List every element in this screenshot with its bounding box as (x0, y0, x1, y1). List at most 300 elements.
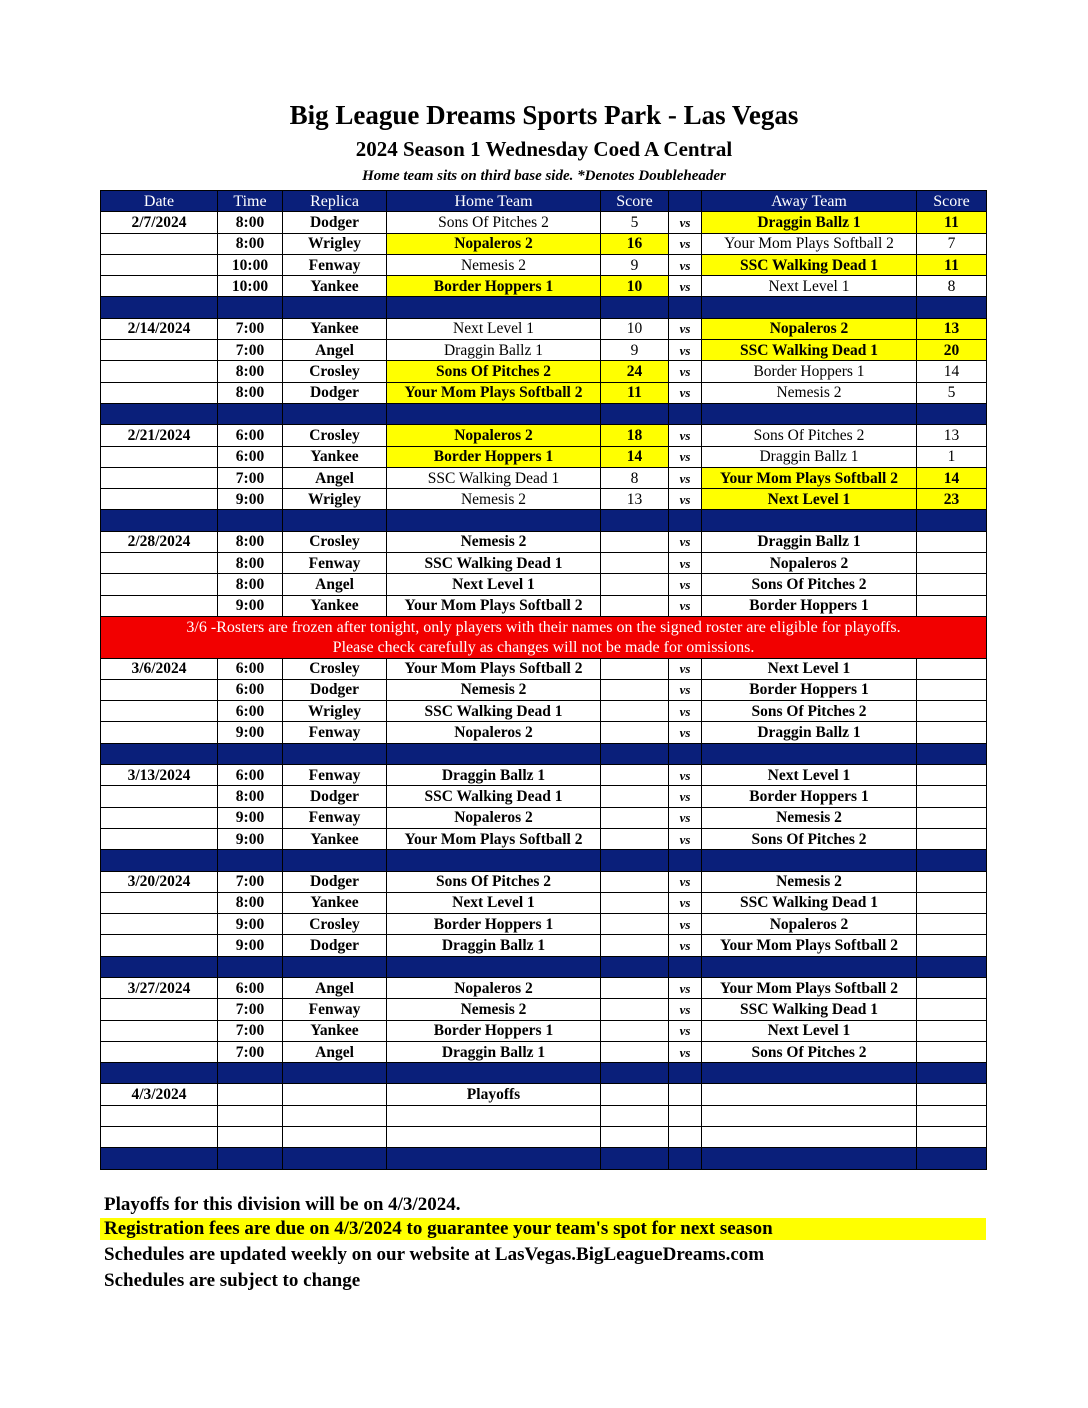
home-team: Nopaleros 2 (387, 722, 601, 743)
game-date (101, 914, 218, 935)
vs-label: vs (669, 871, 702, 892)
separator-cell (218, 297, 283, 318)
game-row (101, 765, 987, 786)
home-team: SSC Walking Dead 1 (387, 701, 601, 722)
away-score (917, 531, 987, 552)
separator-cell (101, 403, 218, 424)
vs-label: vs (669, 765, 702, 786)
game-time: 8:00 (218, 382, 283, 403)
empty-cell (283, 1127, 387, 1148)
footer-website: Schedules are updated weekly on our website at LasVegas.BigLeagueDreams.com (104, 1244, 765, 1265)
vs-label: vs (669, 254, 702, 275)
game-date (101, 999, 218, 1020)
game-date (101, 722, 218, 743)
away-team: Draggin Ballz 1 (702, 722, 917, 743)
separator-cell (917, 297, 987, 318)
game-time: 9:00 (218, 807, 283, 828)
empty-cell (283, 1084, 387, 1105)
roster-notice (101, 637, 987, 658)
separator-cell (283, 850, 387, 871)
game-field: Wrigley (283, 233, 387, 254)
separator-cell (601, 850, 669, 871)
game-row (101, 595, 987, 616)
col-time: Time (218, 191, 283, 212)
separator-cell (101, 297, 218, 318)
game-time: 10:00 (218, 276, 283, 297)
separator-cell (387, 403, 601, 424)
game-row (101, 382, 987, 403)
game-row (101, 212, 987, 233)
game-time: 8:00 (218, 212, 283, 233)
game-row (101, 574, 987, 595)
empty-cell (601, 1105, 669, 1126)
away-team: Your Mom Plays Softball 2 (702, 935, 917, 956)
home-score (601, 1041, 669, 1062)
away-score (917, 595, 987, 616)
home-score (601, 977, 669, 998)
vs-label: vs (669, 531, 702, 552)
away-score (917, 828, 987, 849)
game-time: 8:00 (218, 553, 283, 574)
away-score (917, 999, 987, 1020)
separator-cell (917, 510, 987, 531)
home-team: Your Mom Plays Softball 2 (387, 382, 601, 403)
home-score (601, 595, 669, 616)
away-team: Border Hoppers 1 (702, 595, 917, 616)
home-team: Your Mom Plays Softball 2 (387, 658, 601, 679)
game-field: Dodger (283, 935, 387, 956)
home-score (601, 553, 669, 574)
game-row (101, 489, 987, 510)
home-score: 9 (601, 340, 669, 361)
away-score (917, 977, 987, 998)
game-date (101, 828, 218, 849)
game-field: Yankee (283, 446, 387, 467)
vs-label: vs (669, 807, 702, 828)
vs-label: vs (669, 1020, 702, 1041)
home-team: Sons Of Pitches 2 (387, 871, 601, 892)
separator-cell (669, 956, 702, 977)
game-date: 2/14/2024 (101, 318, 218, 339)
separator-cell (601, 1063, 669, 1084)
empty-cell (218, 1084, 283, 1105)
playoffs-date: 4/3/2024 (101, 1084, 218, 1105)
footer-disclaimer: Schedules are subject to change (104, 1270, 361, 1291)
game-time: 6:00 (218, 425, 283, 446)
away-score: 14 (917, 467, 987, 488)
game-date (101, 892, 218, 913)
away-score (917, 871, 987, 892)
playoffs-label: Playoffs (387, 1084, 601, 1105)
vs-label: vs (669, 340, 702, 361)
away-score (917, 722, 987, 743)
separator-cell (669, 510, 702, 531)
away-score: 5 (917, 382, 987, 403)
home-score: 9 (601, 254, 669, 275)
home-score: 8 (601, 467, 669, 488)
home-score (601, 871, 669, 892)
home-score (601, 807, 669, 828)
table-header-row (101, 191, 987, 212)
page-subtitle: 2024 Season 1 Wednesday Coed A Central (355, 137, 733, 161)
home-score: 18 (601, 425, 669, 446)
empty-cell (669, 1105, 702, 1126)
away-team: Nopaleros 2 (702, 553, 917, 574)
home-score (601, 828, 669, 849)
game-time: 9:00 (218, 595, 283, 616)
home-team: Nopaleros 2 (387, 425, 601, 446)
game-field: Angel (283, 467, 387, 488)
separator-cell (101, 743, 218, 764)
separator-cell (218, 1148, 283, 1169)
away-team: Border Hoppers 1 (702, 361, 917, 382)
away-team: Draggin Ballz 1 (702, 212, 917, 233)
game-time: 6:00 (218, 658, 283, 679)
away-score (917, 679, 987, 700)
home-score (601, 786, 669, 807)
away-score (917, 935, 987, 956)
game-row (101, 722, 987, 743)
game-row (101, 786, 987, 807)
game-date (101, 935, 218, 956)
game-time: 6:00 (218, 446, 283, 467)
empty-cell (218, 1105, 283, 1126)
vs-label: vs (669, 658, 702, 679)
separator-cell (387, 956, 601, 977)
separator-cell (218, 510, 283, 531)
empty-cell (101, 1105, 218, 1126)
home-team: Next Level 1 (387, 318, 601, 339)
home-team: Next Level 1 (387, 892, 601, 913)
empty-cell (669, 1084, 702, 1105)
game-time: 10:00 (218, 254, 283, 275)
separator-cell (218, 743, 283, 764)
game-time: 8:00 (218, 233, 283, 254)
game-time: 8:00 (218, 892, 283, 913)
game-time: 9:00 (218, 914, 283, 935)
away-score: 13 (917, 425, 987, 446)
game-row (101, 977, 987, 998)
separator-cell (601, 297, 669, 318)
home-score (601, 999, 669, 1020)
away-team: Nopaleros 2 (702, 914, 917, 935)
game-field: Fenway (283, 999, 387, 1020)
separator-cell (601, 956, 669, 977)
game-date: 2/7/2024 (101, 212, 218, 233)
separator-cell (101, 850, 218, 871)
separator-cell (669, 743, 702, 764)
game-time: 9:00 (218, 828, 283, 849)
game-date (101, 340, 218, 361)
game-row (101, 531, 987, 552)
vs-label: vs (669, 382, 702, 403)
separator-cell (669, 1063, 702, 1084)
away-score (917, 1020, 987, 1041)
game-row (101, 467, 987, 488)
game-row (101, 807, 987, 828)
home-score (601, 658, 669, 679)
separator-cell (387, 1063, 601, 1084)
separator-cell (702, 297, 917, 318)
game-field: Dodger (283, 382, 387, 403)
vs-label: vs (669, 276, 702, 297)
game-field: Crosley (283, 531, 387, 552)
home-team: Draggin Ballz 1 (387, 340, 601, 361)
separator-cell (101, 956, 218, 977)
game-date: 2/21/2024 (101, 425, 218, 446)
game-date: 3/20/2024 (101, 871, 218, 892)
vs-label: vs (669, 467, 702, 488)
game-row (101, 233, 987, 254)
separator-cell (101, 1148, 218, 1169)
col-home-score: Score (601, 191, 669, 212)
away-team: Sons Of Pitches 2 (702, 574, 917, 595)
vs-label: vs (669, 722, 702, 743)
away-score: 23 (917, 489, 987, 510)
away-score (917, 914, 987, 935)
separator-cell (601, 1148, 669, 1169)
vs-label: vs (669, 595, 702, 616)
game-date (101, 276, 218, 297)
game-time: 7:00 (218, 871, 283, 892)
vs-label: vs (669, 553, 702, 574)
game-date (101, 679, 218, 700)
game-row (101, 701, 987, 722)
schedule-table (100, 190, 987, 1170)
game-field: Wrigley (283, 701, 387, 722)
col-replica: Replica (283, 191, 387, 212)
vs-label: vs (669, 318, 702, 339)
vs-label: vs (669, 786, 702, 807)
home-team: Nopaleros 2 (387, 977, 601, 998)
separator-cell (387, 743, 601, 764)
home-score (601, 914, 669, 935)
game-time: 9:00 (218, 935, 283, 956)
away-score (917, 807, 987, 828)
separator-cell (601, 743, 669, 764)
vs-label: vs (669, 679, 702, 700)
game-time: 7:00 (218, 1020, 283, 1041)
empty-row (101, 1105, 987, 1126)
empty-row (101, 1127, 987, 1148)
separator-cell (283, 1063, 387, 1084)
separator-cell (283, 956, 387, 977)
game-field: Angel (283, 977, 387, 998)
game-date (101, 254, 218, 275)
game-field: Yankee (283, 595, 387, 616)
away-score: 8 (917, 276, 987, 297)
week-separator (101, 403, 987, 424)
separator-cell (218, 850, 283, 871)
game-time: 6:00 (218, 679, 283, 700)
home-score (601, 679, 669, 700)
away-score (917, 765, 987, 786)
game-time: 8:00 (218, 531, 283, 552)
separator-cell (387, 1148, 601, 1169)
separator-cell (601, 510, 669, 531)
game-row (101, 254, 987, 275)
away-team: Next Level 1 (702, 276, 917, 297)
empty-cell (387, 1105, 601, 1126)
home-score: 5 (601, 212, 669, 233)
home-score: 13 (601, 489, 669, 510)
separator-cell (702, 1063, 917, 1084)
game-row (101, 828, 987, 849)
game-row (101, 679, 987, 700)
home-score (601, 892, 669, 913)
empty-cell (702, 1084, 917, 1105)
page-title: Big League Dreams Sports Park - Las Vegas (289, 100, 799, 130)
playoffs-row (101, 1084, 987, 1105)
home-score: 10 (601, 318, 669, 339)
empty-cell (917, 1105, 987, 1126)
game-date (101, 233, 218, 254)
away-score: 11 (917, 212, 987, 233)
game-time: 6:00 (218, 701, 283, 722)
separator-cell (702, 956, 917, 977)
game-row (101, 276, 987, 297)
game-row (101, 340, 987, 361)
week-separator (101, 1148, 987, 1169)
empty-cell (702, 1105, 917, 1126)
col-home-team: Home Team (387, 191, 601, 212)
home-score: 24 (601, 361, 669, 382)
game-row (101, 935, 987, 956)
away-team: Border Hoppers 1 (702, 679, 917, 700)
home-team: Sons Of Pitches 2 (387, 212, 601, 233)
game-field: Yankee (283, 1020, 387, 1041)
game-field: Wrigley (283, 489, 387, 510)
week-separator (101, 1063, 987, 1084)
empty-cell (218, 1127, 283, 1148)
game-field: Fenway (283, 765, 387, 786)
separator-cell (917, 956, 987, 977)
vs-label: vs (669, 977, 702, 998)
game-time: 6:00 (218, 977, 283, 998)
game-date (101, 574, 218, 595)
empty-cell (601, 1127, 669, 1148)
away-team: Next Level 1 (702, 489, 917, 510)
game-field: Fenway (283, 553, 387, 574)
home-team: Border Hoppers 1 (387, 1020, 601, 1041)
game-field: Dodger (283, 786, 387, 807)
game-date (101, 595, 218, 616)
col-away-team: Away Team (702, 191, 917, 212)
away-team: Your Mom Plays Softball 2 (702, 233, 917, 254)
vs-label: vs (669, 361, 702, 382)
vs-label: vs (669, 1041, 702, 1062)
separator-cell (387, 850, 601, 871)
game-field: Yankee (283, 276, 387, 297)
game-field: Angel (283, 1041, 387, 1062)
week-separator (101, 850, 987, 871)
away-team: SSC Walking Dead 1 (702, 892, 917, 913)
away-score: 13 (917, 318, 987, 339)
separator-cell (387, 510, 601, 531)
game-row (101, 446, 987, 467)
away-team: SSC Walking Dead 1 (702, 999, 917, 1020)
empty-cell (917, 1127, 987, 1148)
away-team: SSC Walking Dead 1 (702, 340, 917, 361)
away-score (917, 786, 987, 807)
home-team: SSC Walking Dead 1 (387, 467, 601, 488)
away-team: Sons Of Pitches 2 (702, 701, 917, 722)
away-team: Border Hoppers 1 (702, 786, 917, 807)
home-team: Your Mom Plays Softball 2 (387, 595, 601, 616)
game-date (101, 1041, 218, 1062)
separator-cell (702, 510, 917, 531)
away-team: Your Mom Plays Softball 2 (702, 467, 917, 488)
vs-label: vs (669, 489, 702, 510)
vs-label: vs (669, 446, 702, 467)
away-score: 7 (917, 233, 987, 254)
away-team: Nemesis 2 (702, 871, 917, 892)
col-away-score: Score (917, 191, 987, 212)
away-team: Next Level 1 (702, 658, 917, 679)
game-field: Angel (283, 574, 387, 595)
separator-cell (702, 743, 917, 764)
game-row (101, 658, 987, 679)
home-team: Border Hoppers 1 (387, 914, 601, 935)
game-row (101, 361, 987, 382)
home-team: SSC Walking Dead 1 (387, 553, 601, 574)
vs-label: vs (669, 999, 702, 1020)
home-score: 11 (601, 382, 669, 403)
separator-cell (218, 403, 283, 424)
home-team: Border Hoppers 1 (387, 446, 601, 467)
home-team: Nemesis 2 (387, 254, 601, 275)
vs-label: vs (669, 574, 702, 595)
home-team: Your Mom Plays Softball 2 (387, 828, 601, 849)
game-date (101, 361, 218, 382)
separator-cell (218, 956, 283, 977)
game-field: Dodger (283, 871, 387, 892)
game-field: Crosley (283, 914, 387, 935)
game-time: 7:00 (218, 999, 283, 1020)
home-team: Next Level 1 (387, 574, 601, 595)
game-row (101, 553, 987, 574)
week-separator (101, 956, 987, 977)
away-team: Sons Of Pitches 2 (702, 425, 917, 446)
away-score (917, 892, 987, 913)
vs-label: vs (669, 892, 702, 913)
away-team: Nemesis 2 (702, 382, 917, 403)
game-row (101, 425, 987, 446)
home-score: 14 (601, 446, 669, 467)
game-field: Fenway (283, 722, 387, 743)
empty-cell (601, 1084, 669, 1105)
home-score (601, 701, 669, 722)
game-row (101, 1041, 987, 1062)
game-row (101, 871, 987, 892)
game-row (101, 999, 987, 1020)
away-team: Next Level 1 (702, 765, 917, 786)
away-team: Nopaleros 2 (702, 318, 917, 339)
roster-notice (101, 616, 987, 637)
game-field: Crosley (283, 658, 387, 679)
empty-cell (917, 1084, 987, 1105)
game-time: 7:00 (218, 340, 283, 361)
vs-label: vs (669, 233, 702, 254)
away-team: Your Mom Plays Softball 2 (702, 977, 917, 998)
home-score: 16 (601, 233, 669, 254)
home-team: Border Hoppers 1 (387, 276, 601, 297)
home-team: Draggin Ballz 1 (387, 1041, 601, 1062)
separator-cell (283, 743, 387, 764)
home-team: SSC Walking Dead 1 (387, 786, 601, 807)
game-date (101, 701, 218, 722)
separator-cell (702, 850, 917, 871)
